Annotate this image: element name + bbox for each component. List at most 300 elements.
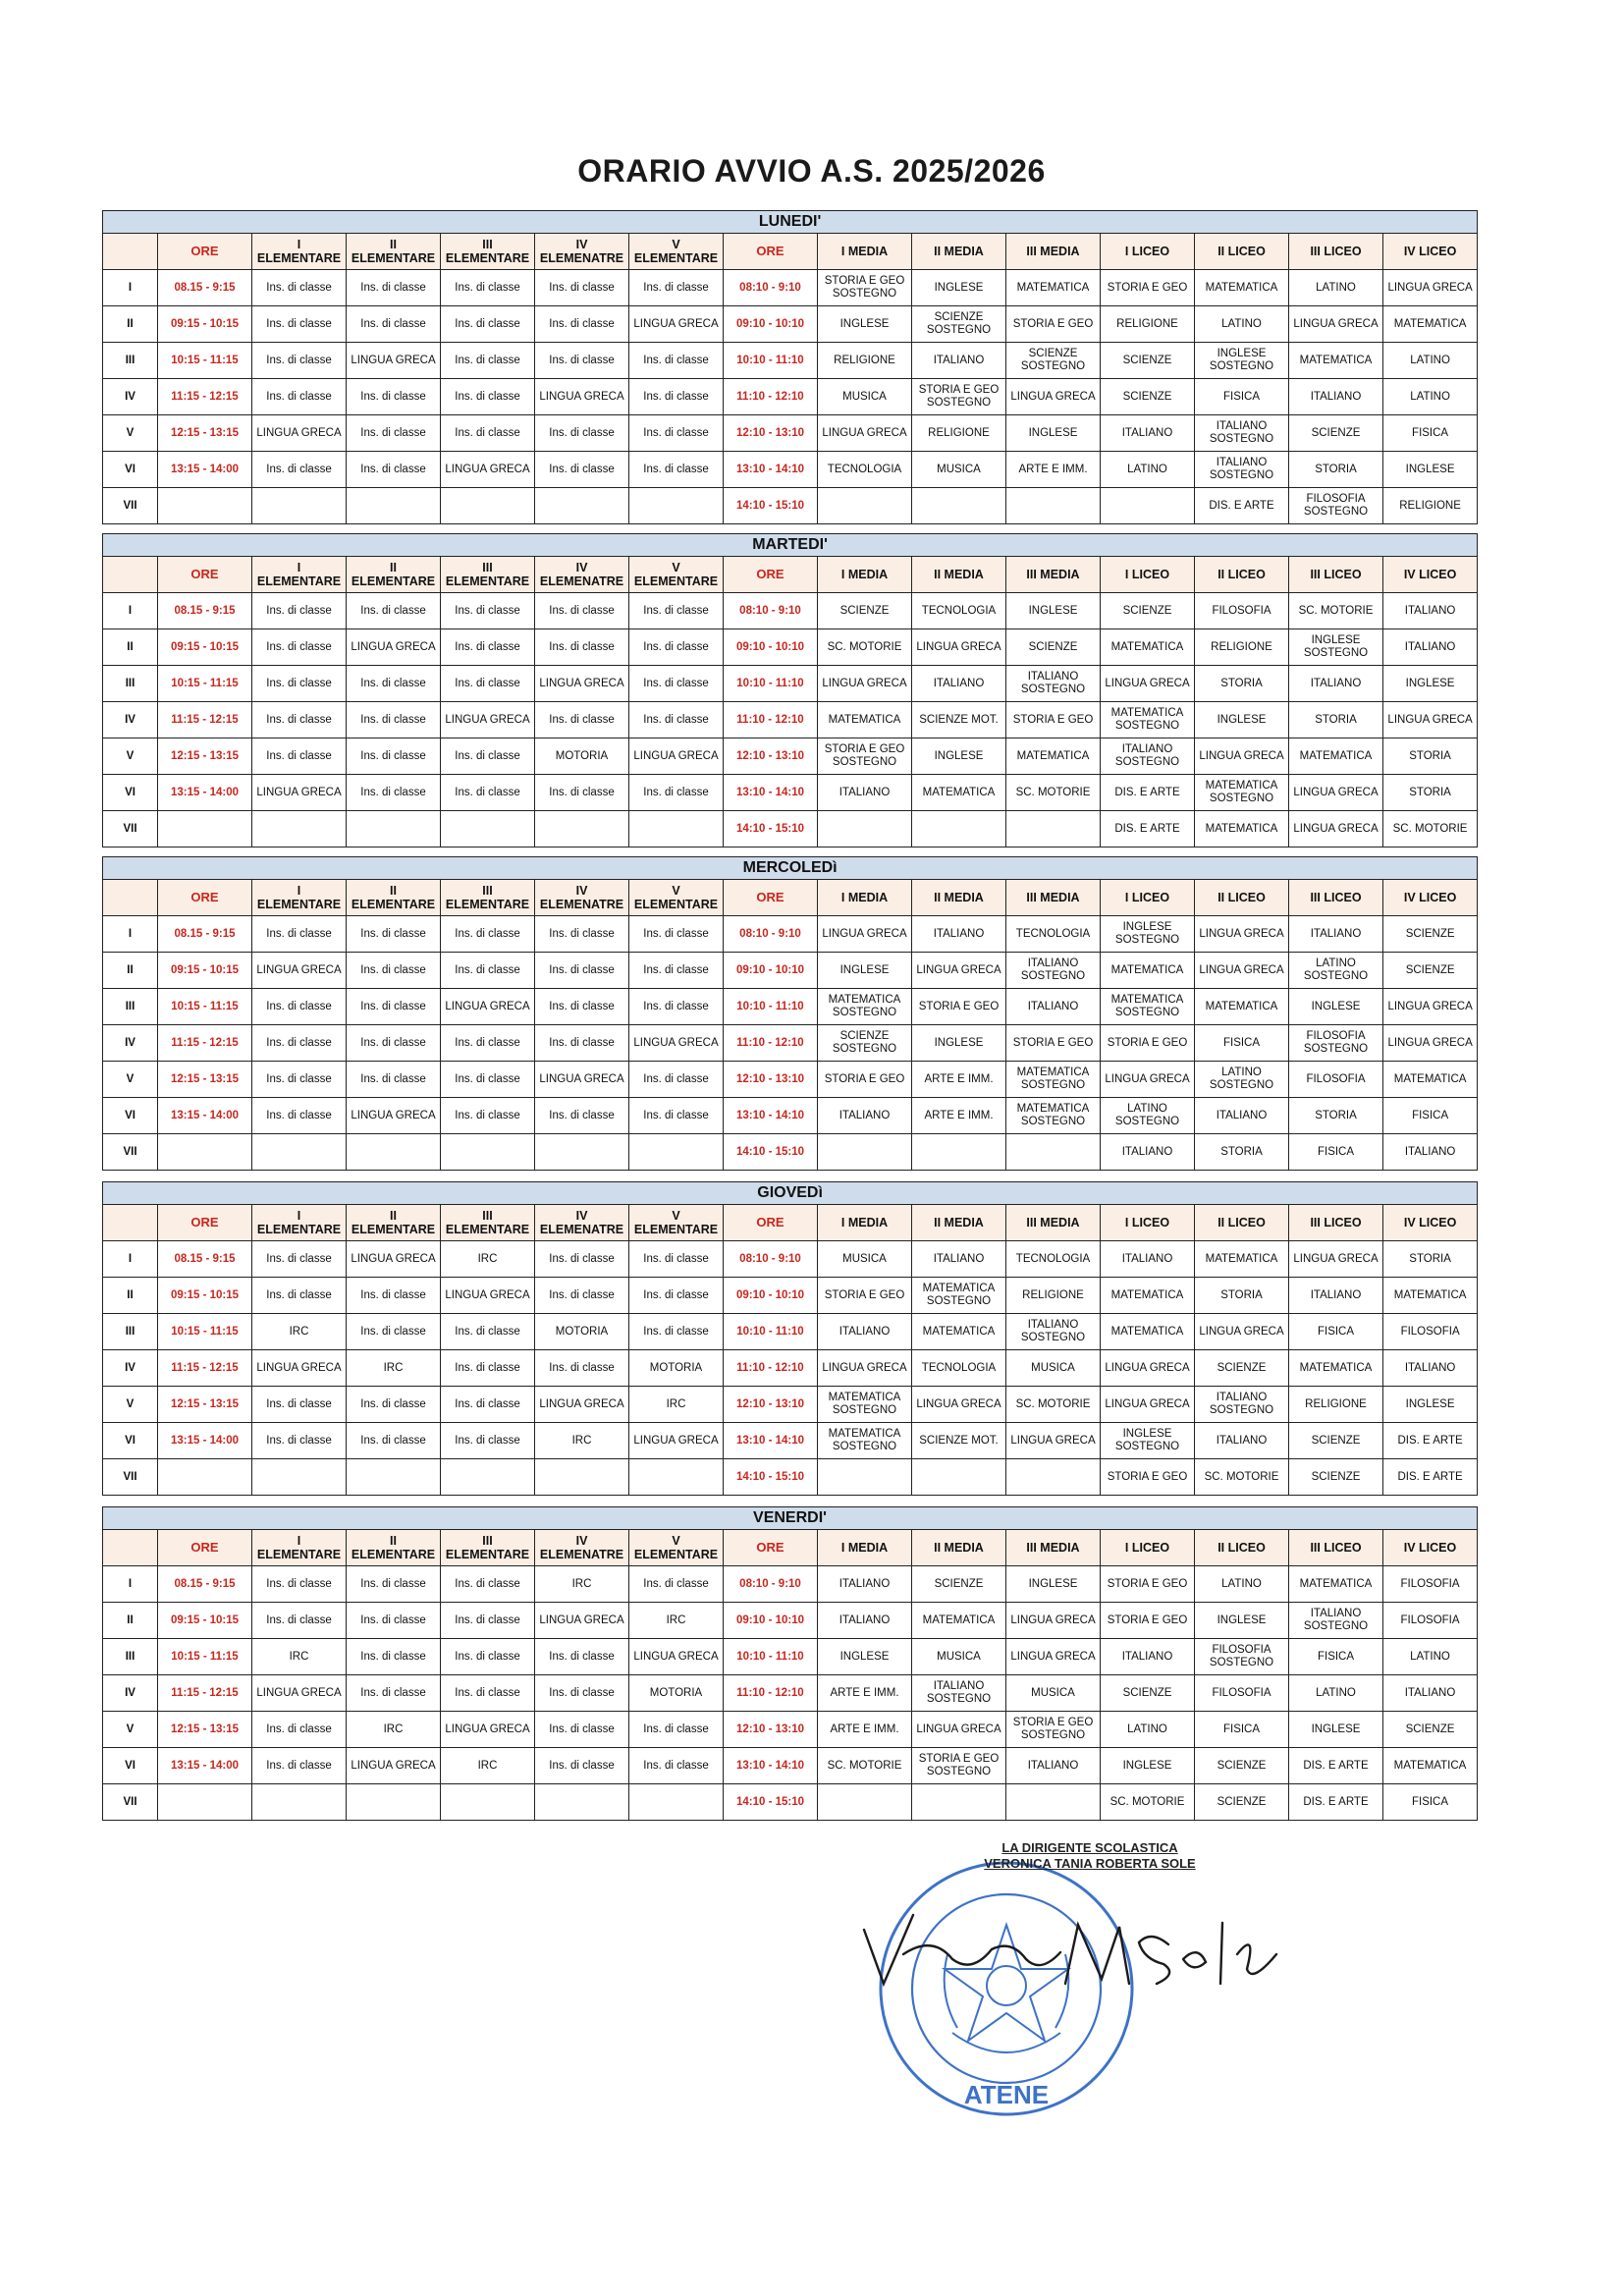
lesson-cell: INGLESE SOSTEGNO	[1101, 1423, 1195, 1459]
period-number: I	[103, 1566, 158, 1603]
lesson-cell: STORIA E GEO	[1101, 1603, 1195, 1639]
lesson-cell: LATINO	[1195, 306, 1289, 343]
lesson-cell: LINGUA GRECA	[252, 775, 347, 811]
lesson-cell: MATEMATICA	[1383, 306, 1478, 343]
lesson-cell: LATINO SOSTEGNO	[1101, 1098, 1195, 1134]
header-class: II LICEO	[1195, 1205, 1289, 1241]
lesson-cell: ITALIANO	[912, 916, 1006, 953]
lesson-cell: IRC	[347, 1712, 441, 1748]
lesson-cell: Ins. di classe	[535, 306, 629, 343]
lesson-cell: Ins. di classe	[441, 1314, 535, 1350]
time-slot-elementari	[158, 1459, 252, 1496]
lesson-cell: LINGUA GRECA	[1289, 306, 1383, 343]
lesson-cell: IRC	[535, 1566, 629, 1603]
lesson-cell: DIS. E ARTE	[1289, 1784, 1383, 1821]
lesson-cell: Ins. di classe	[252, 1712, 347, 1748]
lesson-cell: LINGUA GRECA	[1195, 916, 1289, 953]
lesson-cell: LINGUA GRECA	[1383, 270, 1478, 306]
time-slot-elementari: 11:15 - 12:15	[158, 1675, 252, 1712]
time-slot-elementari: 12:15 - 13:15	[158, 415, 252, 452]
lesson-cell: LINGUA GRECA	[347, 1098, 441, 1134]
lesson-cell: Ins. di classe	[252, 1278, 347, 1314]
lesson-cell: LINGUA GRECA	[535, 379, 629, 415]
lesson-cell	[1101, 488, 1195, 524]
lesson-cell: ITALIANO	[1101, 415, 1195, 452]
time-slot-elementari: 12:15 - 13:15	[158, 1062, 252, 1098]
header-blank	[103, 234, 158, 270]
lesson-cell: STORIA	[1195, 1278, 1289, 1314]
lesson-cell: SC. MOTORIE	[1101, 1784, 1195, 1821]
lesson-cell	[912, 1134, 1006, 1171]
period-number: VI	[103, 1098, 158, 1134]
header-ore-secondaria: ORE	[724, 880, 818, 916]
time-slot-secondaria: 10:10 - 11:10	[724, 1314, 818, 1350]
lesson-cell: SCIENZE	[1289, 1459, 1383, 1496]
header-blank	[103, 1205, 158, 1241]
period-number: VII	[103, 488, 158, 524]
lesson-cell: Ins. di classe	[535, 593, 629, 629]
header-class: III LICEO	[1289, 1530, 1383, 1566]
lesson-cell: MATEMATICA	[1383, 1748, 1478, 1784]
lesson-cell: MATEMATICA	[1006, 738, 1101, 775]
lesson-cell: MATEMATICA SOSTEGNO	[1006, 1062, 1101, 1098]
lesson-cell: Ins. di classe	[252, 379, 347, 415]
column-header-row	[103, 557, 1478, 593]
header-blank	[103, 880, 158, 916]
lesson-cell: SCIENZE	[1383, 953, 1478, 989]
period-number: VI	[103, 1748, 158, 1784]
lesson-cell: INGLESE	[1006, 593, 1101, 629]
lesson-cell	[535, 488, 629, 524]
lesson-cell: LINGUA GRECA	[912, 1387, 1006, 1423]
lesson-cell: STORIA E GEO	[1101, 1459, 1195, 1496]
day-header-row	[103, 534, 1478, 557]
lesson-cell: DIS. E ARTE	[1383, 1459, 1478, 1496]
schedule-row	[103, 306, 1478, 343]
column-header-row	[103, 234, 1478, 270]
time-slot-elementari: 09:15 - 10:15	[158, 1603, 252, 1639]
lesson-cell: SC. MOTORIE	[818, 629, 912, 666]
lesson-cell: LINGUA GRECA	[347, 1748, 441, 1784]
period-number: VII	[103, 1134, 158, 1171]
schedule-row	[103, 452, 1478, 488]
time-slot-secondaria: 12:10 - 13:10	[724, 1712, 818, 1748]
header-class: IV LICEO	[1383, 234, 1478, 270]
time-slot-elementari: 12:15 - 13:15	[158, 1387, 252, 1423]
header-class: V ELEMENTARE	[629, 557, 724, 593]
lesson-cell: ITALIANO	[1383, 1350, 1478, 1387]
lesson-cell: LATINO SOSTEGNO	[1195, 1062, 1289, 1098]
lesson-cell: LINGUA GRECA	[1383, 702, 1478, 738]
schedule-row	[103, 775, 1478, 811]
schedule-table	[102, 210, 1478, 524]
lesson-cell: Ins. di classe	[252, 666, 347, 702]
time-slot-secondaria: 09:10 - 10:10	[724, 953, 818, 989]
lesson-cell: Ins. di classe	[347, 1566, 441, 1603]
lesson-cell: Ins. di classe	[629, 629, 724, 666]
time-slot-secondaria: 12:10 - 13:10	[724, 738, 818, 775]
header-class: I LICEO	[1101, 1530, 1195, 1566]
lesson-cell	[441, 1459, 535, 1496]
header-class: I ELEMENTARE	[252, 557, 347, 593]
handwritten-signature	[844, 1836, 1394, 2131]
schedule-row	[103, 1350, 1478, 1387]
lesson-cell: INGLESE	[1383, 1387, 1478, 1423]
lesson-cell: IRC	[252, 1639, 347, 1675]
header-ore-secondaria: ORE	[724, 557, 818, 593]
lesson-cell: ITALIANO SOSTEGNO	[1195, 1387, 1289, 1423]
lesson-cell: FISICA	[1383, 415, 1478, 452]
lesson-cell: Ins. di classe	[441, 775, 535, 811]
lesson-cell: LINGUA GRECA	[818, 415, 912, 452]
lesson-cell: LATINO SOSTEGNO	[1289, 953, 1383, 989]
lesson-cell: FISICA	[1289, 1134, 1383, 1171]
period-number: V	[103, 738, 158, 775]
lesson-cell	[441, 1134, 535, 1171]
lesson-cell	[1006, 488, 1101, 524]
time-slot-secondaria: 14:10 - 15:10	[724, 811, 818, 847]
header-class: II MEDIA	[912, 234, 1006, 270]
lesson-cell: MATEMATICA	[1289, 1566, 1383, 1603]
signature-block	[844, 1836, 1394, 2131]
lesson-cell: Ins. di classe	[252, 593, 347, 629]
lesson-cell: STORIA	[1289, 702, 1383, 738]
lesson-cell	[347, 811, 441, 847]
lesson-cell: LINGUA GRECA	[347, 1241, 441, 1278]
signatory-name: VERONICA TANIA ROBERTA SOLE	[984, 1856, 1196, 1872]
lesson-cell: LINGUA GRECA	[629, 306, 724, 343]
lesson-cell	[1006, 1459, 1101, 1496]
lesson-cell: INGLESE	[1195, 1603, 1289, 1639]
lesson-cell: IRC	[629, 1603, 724, 1639]
time-slot-secondaria: 08:10 - 9:10	[724, 270, 818, 306]
period-number: VI	[103, 775, 158, 811]
signatory-role: LA DIRIGENTE SCOLASTICA	[1001, 1840, 1178, 1855]
lesson-cell: Ins. di classe	[252, 1748, 347, 1784]
header-class: III ELEMENTARE	[441, 557, 535, 593]
schedule-row	[103, 1784, 1478, 1821]
lesson-cell: MATEMATICA	[1006, 270, 1101, 306]
header-class: III LICEO	[1289, 234, 1383, 270]
lesson-cell: Ins. di classe	[441, 415, 535, 452]
header-class: V ELEMENTARE	[629, 234, 724, 270]
lesson-cell: SC. MOTORIE	[818, 1748, 912, 1784]
lesson-cell	[629, 1134, 724, 1171]
lesson-cell: SC. MOTORIE	[1006, 1387, 1101, 1423]
lesson-cell: LINGUA GRECA	[252, 1675, 347, 1712]
time-slot-elementari: 09:15 - 10:15	[158, 953, 252, 989]
schedule-row	[103, 702, 1478, 738]
lesson-cell: RELIGIONE	[1006, 1278, 1101, 1314]
lesson-cell: Ins. di classe	[629, 1098, 724, 1134]
lesson-cell: Ins. di classe	[347, 666, 441, 702]
time-slot-elementari: 08.15 - 9:15	[158, 1241, 252, 1278]
lesson-cell: Ins. di classe	[347, 306, 441, 343]
lesson-cell: Ins. di classe	[535, 1350, 629, 1387]
lesson-cell: Ins. di classe	[347, 270, 441, 306]
lesson-cell: SCIENZE	[912, 1566, 1006, 1603]
lesson-cell: INGLESE	[1289, 1712, 1383, 1748]
day-header-row	[103, 1507, 1478, 1530]
lesson-cell: LINGUA GRECA	[1289, 775, 1383, 811]
period-number: II	[103, 1278, 158, 1314]
header-class: II LICEO	[1195, 1530, 1289, 1566]
header-class: IV LICEO	[1383, 557, 1478, 593]
schedule-row	[103, 488, 1478, 524]
time-slot-secondaria: 13:10 - 14:10	[724, 775, 818, 811]
lesson-cell: Ins. di classe	[535, 1712, 629, 1748]
lesson-cell: FISICA	[1289, 1314, 1383, 1350]
lesson-cell: LATINO	[1383, 379, 1478, 415]
time-slot-elementari: 13:15 - 14:00	[158, 1748, 252, 1784]
time-slot-secondaria: 13:10 - 14:10	[724, 452, 818, 488]
header-class: I ELEMENTARE	[252, 1205, 347, 1241]
lesson-cell	[441, 811, 535, 847]
lesson-cell: Ins. di classe	[629, 452, 724, 488]
lesson-cell: LINGUA GRECA	[629, 738, 724, 775]
time-slot-elementari: 12:15 - 13:15	[158, 1712, 252, 1748]
period-number: I	[103, 1241, 158, 1278]
lesson-cell: INGLESE	[1006, 415, 1101, 452]
lesson-cell: MOTORIA	[535, 738, 629, 775]
lesson-cell: MUSICA	[912, 1639, 1006, 1675]
lesson-cell	[535, 1134, 629, 1171]
lesson-cell	[252, 1784, 347, 1821]
lesson-cell	[1006, 1134, 1101, 1171]
lesson-cell: MATEMATICA SOSTEGNO	[1006, 1098, 1101, 1134]
header-class: III MEDIA	[1006, 1205, 1101, 1241]
schedule-row	[103, 415, 1478, 452]
lesson-cell: DIS. E ARTE	[1195, 488, 1289, 524]
lesson-cell	[818, 1134, 912, 1171]
lesson-cell: LINGUA GRECA	[629, 1639, 724, 1675]
lesson-cell: ITALIANO SOSTEGNO	[1195, 415, 1289, 452]
lesson-cell: INGLESE	[1383, 666, 1478, 702]
lesson-cell: LINGUA GRECA	[1195, 738, 1289, 775]
lesson-cell: ITALIANO	[1101, 1134, 1195, 1171]
lesson-cell: FISICA	[1383, 1098, 1478, 1134]
lesson-cell: LATINO	[1101, 1712, 1195, 1748]
lesson-cell: Ins. di classe	[535, 270, 629, 306]
header-class: IV LICEO	[1383, 1530, 1478, 1566]
lesson-cell: Ins. di classe	[441, 379, 535, 415]
lesson-cell: FILOSOFIA	[1383, 1566, 1478, 1603]
lesson-cell: IRC	[441, 1241, 535, 1278]
lesson-cell	[629, 811, 724, 847]
lesson-cell: Ins. di classe	[347, 989, 441, 1025]
time-slot-elementari: 10:15 - 11:15	[158, 1639, 252, 1675]
page-title: ORARIO AVVIO A.S. 2025/2026	[577, 153, 1046, 189]
lesson-cell: ITALIANO	[1006, 1748, 1101, 1784]
lesson-cell	[912, 811, 1006, 847]
lesson-cell: SCIENZE SOSTEGNO	[912, 306, 1006, 343]
lesson-cell: Ins. di classe	[252, 738, 347, 775]
lesson-cell: LINGUA GRECA	[1195, 1314, 1289, 1350]
schedule-row	[103, 989, 1478, 1025]
lesson-cell	[818, 811, 912, 847]
lesson-cell: Ins. di classe	[629, 916, 724, 953]
lesson-cell: SCIENZE	[1101, 593, 1195, 629]
time-slot-elementari: 08.15 - 9:15	[158, 593, 252, 629]
lesson-cell: LINGUA GRECA	[912, 1712, 1006, 1748]
lesson-cell	[629, 488, 724, 524]
schedule-table	[102, 1181, 1478, 1496]
lesson-cell: ITALIANO	[818, 1566, 912, 1603]
header-class: III ELEMENTARE	[441, 880, 535, 916]
lesson-cell: Ins. di classe	[629, 379, 724, 415]
time-slot-elementari: 11:15 - 12:15	[158, 702, 252, 738]
header-class: IV ELEMENATRE	[535, 557, 629, 593]
lesson-cell: Ins. di classe	[347, 1639, 441, 1675]
lesson-cell: Ins. di classe	[535, 953, 629, 989]
lesson-cell: STORIA	[1195, 1134, 1289, 1171]
lesson-cell	[629, 1459, 724, 1496]
lesson-cell	[1006, 1784, 1101, 1821]
lesson-cell: MATEMATICA	[912, 775, 1006, 811]
lesson-cell: STORIA E GEO SOSTEGNO	[912, 379, 1006, 415]
time-slot-elementari: 08.15 - 9:15	[158, 916, 252, 953]
schedule-row	[103, 1748, 1478, 1784]
lesson-cell	[252, 488, 347, 524]
lesson-cell: SCIENZE	[1195, 1784, 1289, 1821]
lesson-cell: MATEMATICA	[912, 1314, 1006, 1350]
lesson-cell: INGLESE	[1006, 1566, 1101, 1603]
lesson-cell: SCIENZE	[818, 593, 912, 629]
time-slot-elementari: 10:15 - 11:15	[158, 989, 252, 1025]
header-class: I MEDIA	[818, 557, 912, 593]
header-class: I ELEMENTARE	[252, 1530, 347, 1566]
lesson-cell: LINGUA GRECA	[1006, 1423, 1101, 1459]
lesson-cell: Ins. di classe	[535, 1639, 629, 1675]
time-slot-secondaria: 11:10 - 12:10	[724, 1675, 818, 1712]
lesson-cell: Ins. di classe	[629, 775, 724, 811]
day-name: GIOVEDì	[103, 1182, 1478, 1205]
lesson-cell: Ins. di classe	[535, 1241, 629, 1278]
lesson-cell	[1006, 811, 1101, 847]
header-class: III LICEO	[1289, 880, 1383, 916]
schedule-row	[103, 1241, 1478, 1278]
time-slot-elementari: 11:15 - 12:15	[158, 1350, 252, 1387]
schedule-row	[103, 593, 1478, 629]
lesson-cell: Ins. di classe	[347, 1314, 441, 1350]
lesson-cell: MATEMATICA SOSTEGNO	[818, 1387, 912, 1423]
lesson-cell	[818, 488, 912, 524]
time-slot-secondaria: 08:10 - 9:10	[724, 916, 818, 953]
lesson-cell: Ins. di classe	[535, 452, 629, 488]
lesson-cell	[535, 1459, 629, 1496]
lesson-cell: Ins. di classe	[535, 989, 629, 1025]
lesson-cell: TECNOLOGIA	[1006, 916, 1101, 953]
period-number: II	[103, 953, 158, 989]
lesson-cell: SCIENZE	[1101, 379, 1195, 415]
lesson-cell: SCIENZE SOSTEGNO	[1006, 343, 1101, 379]
time-slot-elementari: 13:15 - 14:00	[158, 1098, 252, 1134]
time-slot-secondaria: 08:10 - 9:10	[724, 1566, 818, 1603]
header-ore-secondaria: ORE	[724, 1530, 818, 1566]
lesson-cell	[347, 1134, 441, 1171]
schedule-row	[103, 1314, 1478, 1350]
lesson-cell: STORIA E GEO	[1101, 270, 1195, 306]
stamp-text: ATENE	[963, 2080, 1050, 2109]
lesson-cell: ITALIANO SOSTEGNO	[1289, 1603, 1383, 1639]
lesson-cell: Ins. di classe	[441, 1350, 535, 1387]
schedule-row	[103, 629, 1478, 666]
lesson-cell: ITALIANO	[1289, 666, 1383, 702]
time-slot-elementari	[158, 811, 252, 847]
time-slot-secondaria: 10:10 - 11:10	[724, 1639, 818, 1675]
lesson-cell: LINGUA GRECA	[1101, 1387, 1195, 1423]
day-header-row	[103, 1182, 1478, 1205]
header-class: IV ELEMENATRE	[535, 234, 629, 270]
time-slot-secondaria: 13:10 - 14:10	[724, 1098, 818, 1134]
lesson-cell: SCIENZE	[1101, 1675, 1195, 1712]
schedule-row	[103, 916, 1478, 953]
header-class: V ELEMENTARE	[629, 880, 724, 916]
lesson-cell: MATEMATICA SOSTEGNO	[1101, 702, 1195, 738]
lesson-cell: INGLESE	[1101, 1748, 1195, 1784]
lesson-cell: STORIA E GEO	[818, 1278, 912, 1314]
schedule-row	[103, 1062, 1478, 1098]
period-number: V	[103, 1062, 158, 1098]
lesson-cell: ITALIANO SOSTEGNO	[1006, 1314, 1101, 1350]
lesson-cell: Ins. di classe	[629, 415, 724, 452]
lesson-cell: FILOSOFIA SOSTEGNO	[1289, 1025, 1383, 1062]
header-class: II MEDIA	[912, 1205, 1006, 1241]
lesson-cell: Ins. di classe	[441, 1387, 535, 1423]
lesson-cell: Ins. di classe	[347, 1387, 441, 1423]
lesson-cell: Ins. di classe	[347, 1423, 441, 1459]
lesson-cell: LINGUA GRECA	[535, 1387, 629, 1423]
lesson-cell: Ins. di classe	[441, 1098, 535, 1134]
lesson-cell: ITALIANO	[818, 1314, 912, 1350]
lesson-cell: MUSICA	[818, 379, 912, 415]
period-number: I	[103, 916, 158, 953]
lesson-cell: INGLESE	[1195, 702, 1289, 738]
lesson-cell: Ins. di classe	[535, 1748, 629, 1784]
lesson-cell: STORIA E GEO SOSTEGNO	[818, 738, 912, 775]
lesson-cell: INGLESE	[912, 738, 1006, 775]
day-name: VENERDI'	[103, 1507, 1478, 1530]
lesson-cell	[252, 1134, 347, 1171]
lesson-cell: MUSICA	[1006, 1350, 1101, 1387]
header-ore-elementari: ORE	[158, 557, 252, 593]
lesson-cell: Ins. di classe	[629, 270, 724, 306]
lesson-cell: STORIA E GEO SOSTEGNO	[818, 270, 912, 306]
lesson-cell: Ins. di classe	[252, 1423, 347, 1459]
lesson-cell: ITALIANO	[1195, 1423, 1289, 1459]
lesson-cell: INGLESE	[818, 1639, 912, 1675]
lesson-cell: ITALIANO	[1383, 629, 1478, 666]
lesson-cell: Ins. di classe	[252, 343, 347, 379]
lesson-cell	[535, 1784, 629, 1821]
lesson-cell: MATEMATICA SOSTEGNO	[912, 1278, 1006, 1314]
lesson-cell: ITALIANO	[1289, 1278, 1383, 1314]
time-slot-elementari: 11:15 - 12:15	[158, 379, 252, 415]
lesson-cell: STORIA	[1289, 1098, 1383, 1134]
lesson-cell	[912, 1459, 1006, 1496]
time-slot-secondaria: 12:10 - 13:10	[724, 1062, 818, 1098]
lesson-cell: ITALIANO	[1101, 1241, 1195, 1278]
lesson-cell: Ins. di classe	[347, 738, 441, 775]
schedule-row	[103, 343, 1478, 379]
schedule-row	[103, 1387, 1478, 1423]
lesson-cell: SC. MOTORIE	[1289, 593, 1383, 629]
lesson-cell: Ins. di classe	[535, 702, 629, 738]
header-class: II ELEMENTARE	[347, 557, 441, 593]
time-slot-secondaria: 13:10 - 14:10	[724, 1423, 818, 1459]
header-class: III ELEMENTARE	[441, 234, 535, 270]
lesson-cell: Ins. di classe	[252, 1387, 347, 1423]
